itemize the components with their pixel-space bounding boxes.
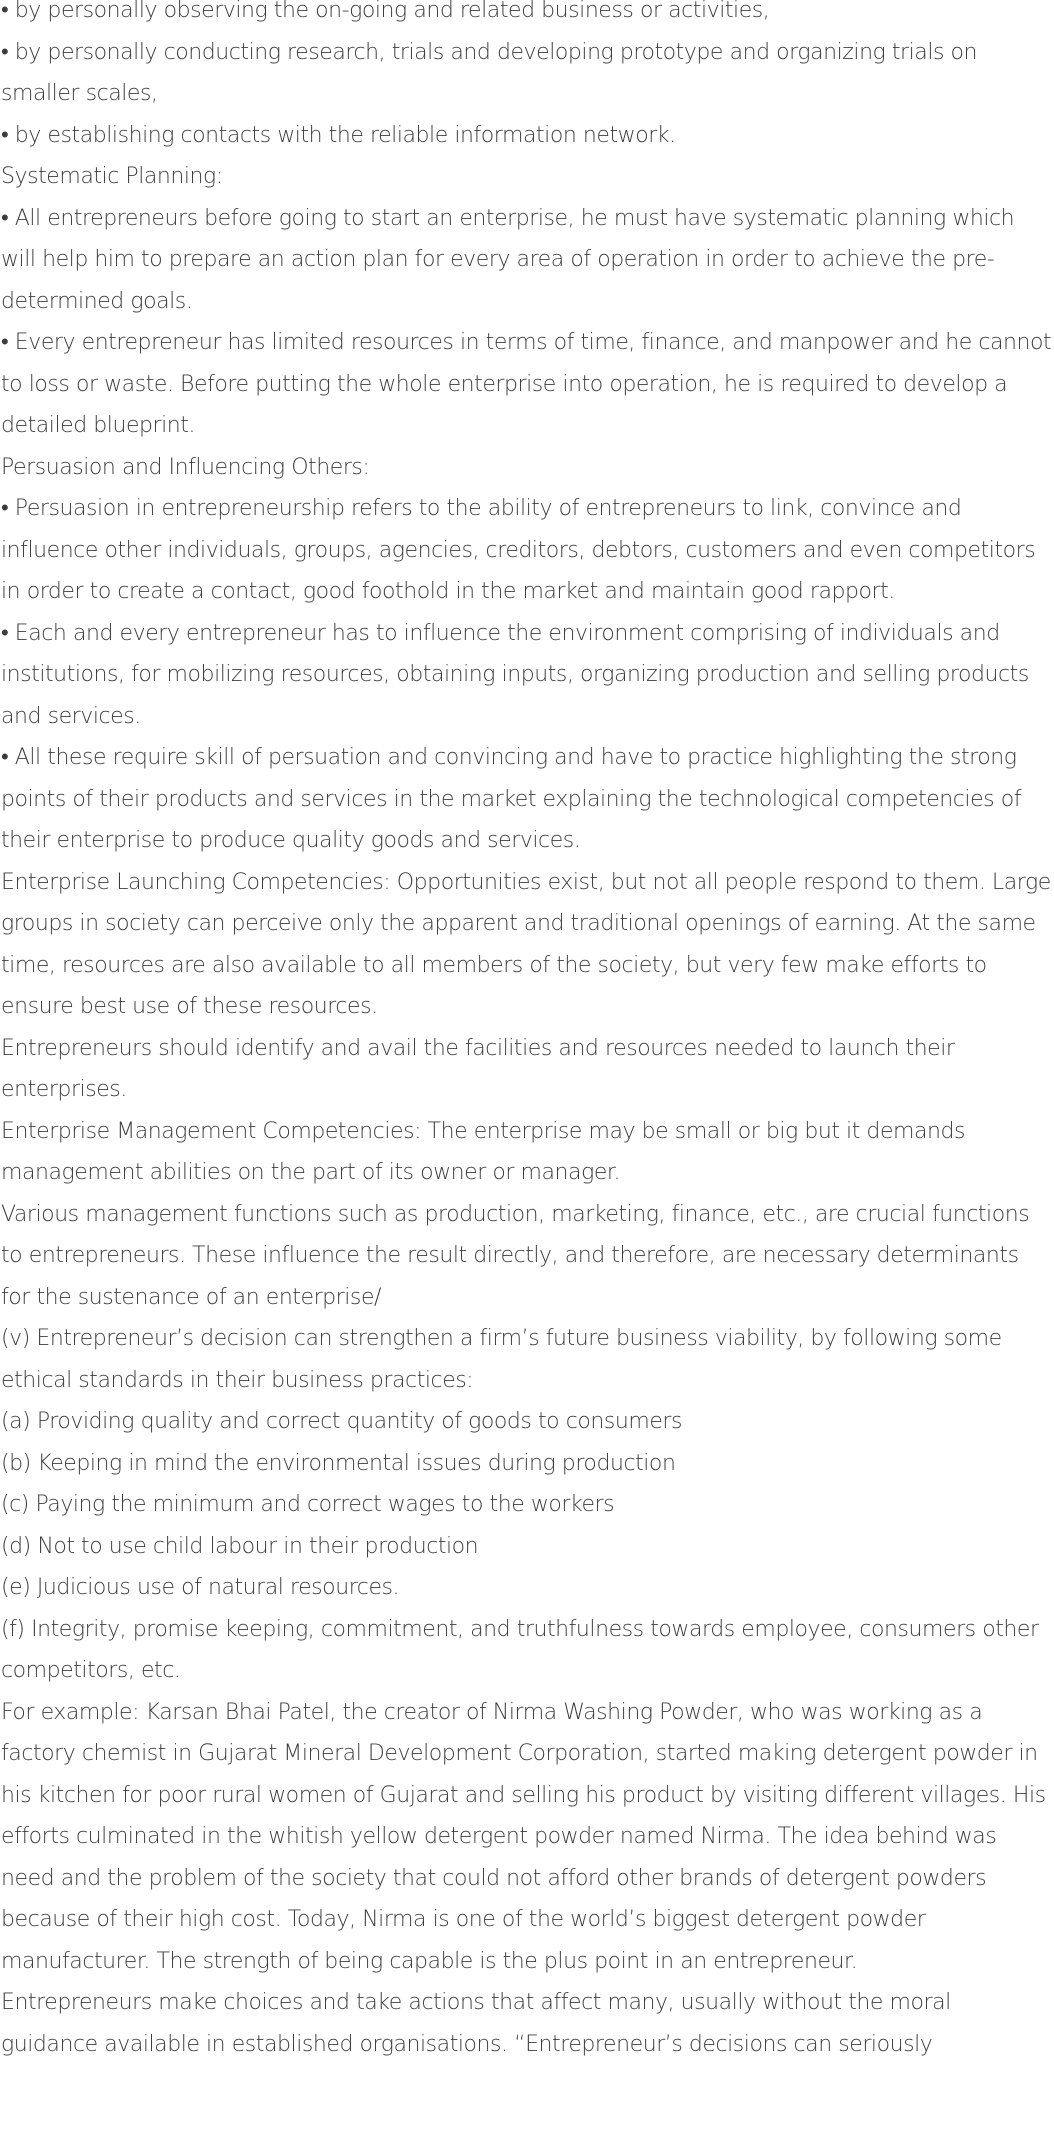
paragraph-persuation-skill: • All these require skill of persuation and convincing and have to practice highlighting the strong points of their products and services in the market explaining the technological competencies of their enterprise to produce quality goods and services. [1, 745, 1022, 853]
paragraph-identify-resources: Entrepreneurs should identify and avail the facilities and resources needed to launch their enterprises. [1, 1035, 955, 1102]
paragraph-launching-competencies: Enterprise Launching Competencies: Opportunities exist, but not all people respond to them. Large groups in society can perceive only the apparent and traditional openings of earning. At the same time, resources are also available to all members of the society, but very few make efforts to ensure best use of these resources. [1, 869, 1051, 1019]
paragraph-nirma-example: For example: Karsan Bhai Patel, the creator of Nirma Washing Powder, who was working as a factory chemist in Gujarat Mineral Development Corporation, started making detergent powder in his kitchen for poor rural women of Gujarat and selling his product by visiting different villages. His efforts culminated in the whitish yellow detergent powder named Nirma. The idea behind was need and the problem of the society that could not afford other brands of detergent powders because of their high cost. Today, Nirma is one of the world’s biggest detergent powder manufacturer. The strength of being capable is the plus point in an entrepreneur. [1, 1699, 1046, 1974]
paragraph-limited-resources: • Every entrepreneur has limited resources in terms of time, finance, and manpower and he cannot to loss or waste. Before putting the whole enterprise into operation, he is required to develop a detailed blueprint. [1, 330, 1052, 438]
paragraph-moral-guidance: Entrepreneurs make choices and take actions that affect many, usually without the moral guidance available in established organisations. “Entrepreneur’s decisions can seriously [1, 1990, 951, 2057]
heading-systematic-planning: Systematic Planning: [1, 164, 223, 189]
list-item-c: (c) Paying the minimum and correct wages to the workers [1, 1492, 615, 1517]
paragraph-research: • by personally conducting research, trials and developing prototype and organizing trials on smaller scales, [1, 39, 978, 106]
paragraph-influence-environment: • Each and every entrepreneur has to influence the environment comprising of individuals and institutions, for mobilizing resources, obtaining inputs, organizing production and selling products and services. [1, 620, 1029, 729]
paragraph-ethical-standards: (v) Entrepreneur’s decision can strengthen a firm’s future business viability, by following some ethical standards in their business practices: [1, 1326, 1002, 1393]
paragraph-management-competencies: Enterprise Management Competencies: The enterprise may be small or big but it demands management abilities on the part of its owner or manager. [1, 1118, 966, 1185]
heading-persuasion: Persuasion and Influencing Others: [1, 454, 370, 480]
paragraph-persuasion-definition: • Persuasion in entrepreneurship refers to the ability of entrepreneurs to link, convince and influence other individuals, groups, agencies, creditors, debtors, customers and even competitors in order to create a contact, good foothold in the market and maintain good rapport. [1, 496, 1036, 604]
list-item-b: (b) Keeping in mind the environmental issues during production [1, 1450, 676, 1476]
paragraph-observing: • by personally observing the on-going and related business or activities, [1, 0, 770, 23]
list-item-d: (d) Not to use child labour in their production [1, 1533, 479, 1559]
paragraph-management-functions: Various management functions such as production, marketing, finance, etc., are crucial functions to entrepreneurs. These influence the result directly, and therefore, are necessary determinants for the sustenance of an enterprise/ [1, 1201, 1030, 1310]
list-item-f: (f) Integrity, promise keeping, commitment, and truthfulness towards employee, consumers other competitors, etc. [1, 1616, 1039, 1683]
list-item-e: (e) Judicious use of natural resources. [1, 1575, 400, 1600]
paragraph-contacts: • by establishing contacts with the reliable information network. [1, 122, 676, 148]
list-item-a: (a) Providing quality and correct quantity of goods to consumers [1, 1409, 683, 1434]
paragraph-planning-goals: • All entrepreneurs before going to start an enterprise, he must have systematic planning which will help him to prepare an action plan for every area of operation in order to achieve the pre-determined goals. [1, 205, 1015, 314]
